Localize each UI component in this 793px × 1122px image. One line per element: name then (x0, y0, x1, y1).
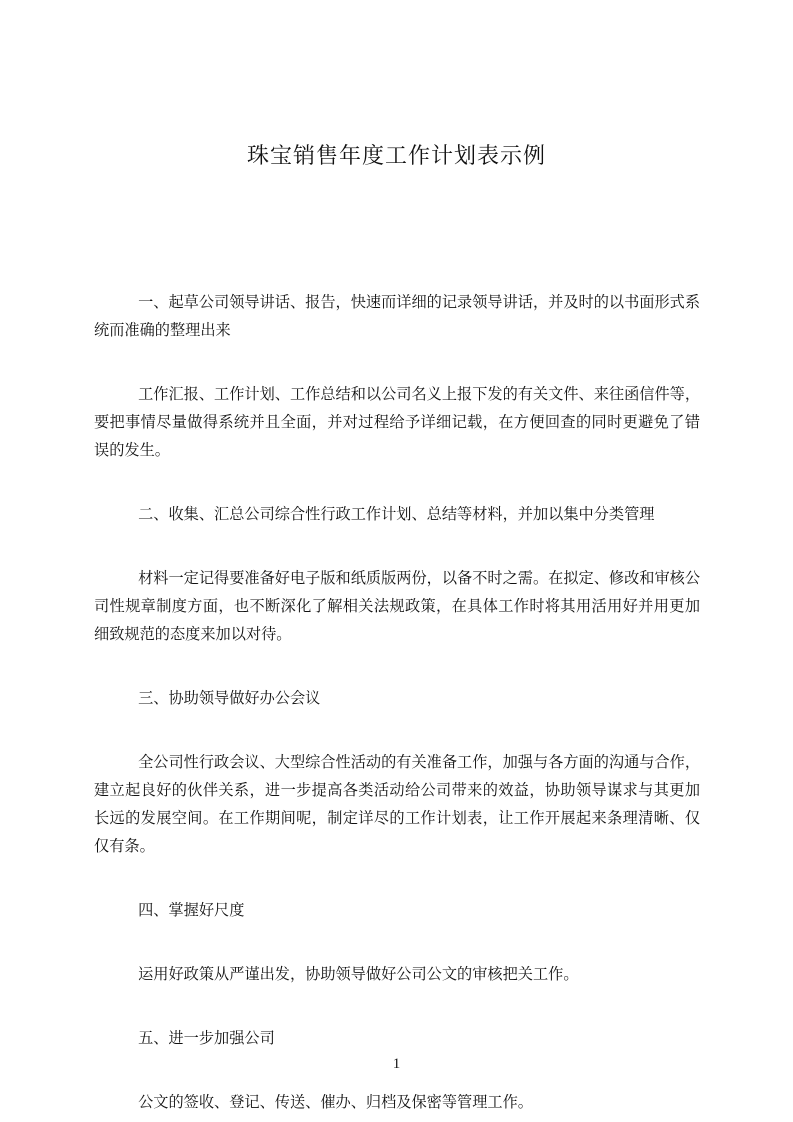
section-heading-5: 五、进一步加强公司 (138, 1029, 275, 1047)
document-title: 珠宝销售年度工作计划表示例 (246, 144, 546, 169)
paragraph-spacer (94, 860, 700, 896)
paragraph-1: 工作汇报、工作计划、工作总结和以公司名义上报下发的有关文件、来往函信件等，要把事情尽量做得系统并且全面，并对过程给予详细记载，在方便回查的同时更避免了错误的发生。 (94, 385, 701, 459)
page-number: 1 (392, 1056, 401, 1072)
paragraph-3: 全公司性行政会议、大型综合性活动的有关准备工作，加强与各方面的沟通与合作，建立起良好的伙伴关系，进一步提高各类活动给公司带来的效益，协助领导谋求与其更加长远的发展空间。在工作期间呢，制定详尽的工作计划表，让工作开展起来条理清晰、仅仅有条。 (94, 753, 701, 855)
paragraph-spacer (94, 464, 700, 500)
paragraph-5: 公文的签收、登记、传送、催办、归档及保密等管理工作。 (138, 1093, 533, 1111)
section-heading-3: 三、协助领导做好办公会议 (138, 689, 321, 707)
paragraph-spacer (94, 924, 700, 960)
paragraph-spacer (94, 344, 700, 380)
section-heading-2: 二、收集、汇总公司综合性行政工作计划、总结等材料，并加以集中分类管理 (138, 505, 655, 523)
paragraph-spacer (94, 528, 700, 564)
document-body (94, 288, 700, 1116)
paragraph-spacer (94, 648, 700, 684)
section-heading-1: 一、起草公司领导讲话、报告，快速而详细的记录领导讲话，并及时的以书面形式系统而准确的整理出来 (94, 293, 701, 339)
paragraph-spacer (94, 712, 700, 748)
paragraph-4: 运用好政策从严谨出发，协助领导做好公司公文的审核把关工作。 (138, 965, 579, 983)
section-heading-4: 四、掌握好尺度 (138, 901, 245, 919)
paragraph-2: 材料一定记得要准备好电子版和纸质版两份，以备不时之需。在拟定、修改和审核公司性规章制度方面，也不断深化了解相关法规政策，在具体工作时将其用活用好并用更加细致规范的态度来加以对待。 (94, 569, 701, 643)
paragraph-spacer (94, 988, 700, 1024)
